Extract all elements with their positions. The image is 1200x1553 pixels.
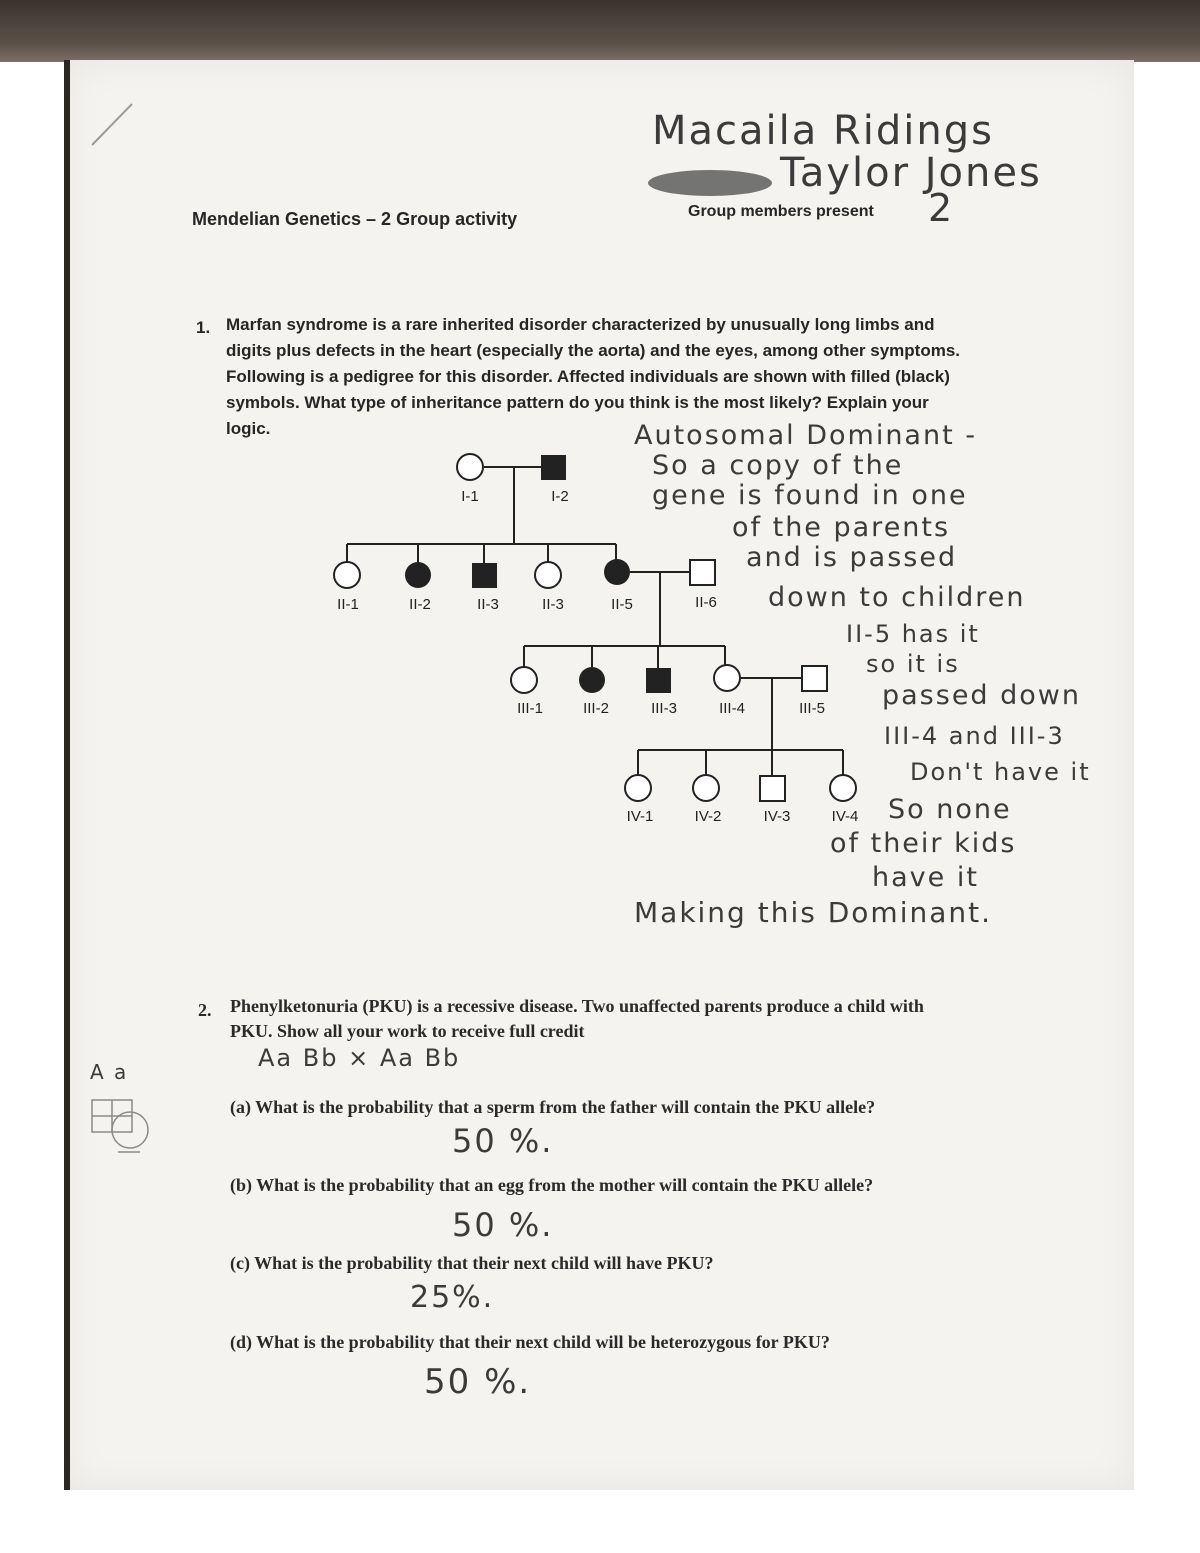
pedigree-label: IV-4	[831, 808, 859, 825]
q1-line: logic.	[226, 419, 271, 438]
q1-number: 1.	[196, 318, 211, 337]
q1-answer-line: and is passed	[746, 542, 958, 573]
q1-line: Following is a pedigree for this disorder. Affected individuals are shown with filled (black)	[226, 367, 950, 386]
q1-answer-line: gene is found in one	[652, 480, 968, 511]
pedigree-label: IV-2	[694, 808, 722, 825]
q2a-question: (a) What is the probability that a sperm from the father will contain the PKU allele?	[230, 1097, 876, 1117]
q2-line: PKU. Show all your work to receive full credit	[230, 1021, 585, 1041]
q1-line: digits plus defects in the heart (especially the aorta) and the eyes, among other symptoms.	[226, 341, 961, 360]
q2c-answer: 25%.	[410, 1280, 495, 1315]
q1-answer-line: So a copy of the	[652, 450, 904, 481]
pedigree-label: II-3	[477, 596, 499, 613]
q1-answer-line: of the parents	[732, 512, 951, 543]
q2-line: Phenylketonuria (PKU) is a recessive disease. Two unaffected parents produce a child with	[230, 996, 924, 1016]
q1-answer-line: II-5 has it	[846, 620, 980, 648]
group-members-label: Group members present	[688, 203, 874, 220]
q1-answer-line: so it is	[866, 650, 960, 678]
pedigree-label: III-3	[651, 700, 677, 717]
pedigree-label: IV-3	[763, 808, 791, 825]
pedigree-label: III-4	[719, 700, 745, 717]
q2-cross: Aa Bb × Aa Bb	[258, 1044, 461, 1072]
pedigree-label: I-2	[551, 488, 569, 505]
q1-answer-line: III-4 and III-3	[884, 722, 1065, 750]
q2c-question: (c) What is the probability that their next child will have PKU?	[230, 1253, 714, 1273]
worksheet-title: Mendelian Genetics – 2 Group activity	[192, 209, 518, 229]
q1-answer-line: So none	[888, 794, 1012, 825]
pedigree-label: III-1	[517, 700, 543, 717]
pedigree-label: II-5	[611, 596, 633, 613]
student-name-2: Taylor Jones	[780, 150, 1042, 196]
q1-answer-line: have it	[872, 862, 979, 893]
pedigree-label: II-1	[337, 596, 359, 613]
q2a-answer: 50 %.	[452, 1122, 554, 1160]
pedigree-label: II-2	[409, 596, 431, 613]
group-count: 2	[928, 186, 955, 230]
q1-answer-line: passed down	[882, 680, 1082, 711]
pedigree-label: I-1	[461, 488, 479, 505]
pedigree-label: II-6	[695, 594, 717, 611]
pedigree-label: III-2	[583, 700, 609, 717]
q2b-question: (b) What is the probability that an egg from the mother will contain the PKU allele?	[230, 1175, 874, 1195]
q1-answer-line: Autosomal Dominant -	[634, 420, 977, 451]
q1-answer-line: of their kids	[830, 828, 1017, 859]
pedigree-label: II-3	[542, 596, 564, 613]
q2d-answer: 50 %.	[424, 1362, 532, 1402]
margin-note: A a	[90, 1060, 129, 1084]
q1-answer-line: Don't have it	[910, 758, 1091, 786]
student-name-1: Macaila Ridings	[652, 108, 994, 154]
q2d-question: (d) What is the probability that their next child will be heterozygous for PKU?	[230, 1332, 830, 1352]
pedigree-label: III-5	[799, 700, 825, 717]
pedigree-label: IV-1	[626, 808, 654, 825]
q1-line: Marfan syndrome is a rare inherited disorder characterized by unusually long limbs and	[226, 315, 935, 334]
q1-answer-line: down to children	[768, 582, 1026, 613]
q1-line: symbols. What type of inheritance pattern do you think is the most likely? Explain your	[226, 393, 929, 412]
q2-number: 2.	[198, 1000, 212, 1020]
q2b-answer: 50 %.	[452, 1206, 554, 1244]
q1-answer-line: Making this Dominant.	[634, 896, 992, 929]
